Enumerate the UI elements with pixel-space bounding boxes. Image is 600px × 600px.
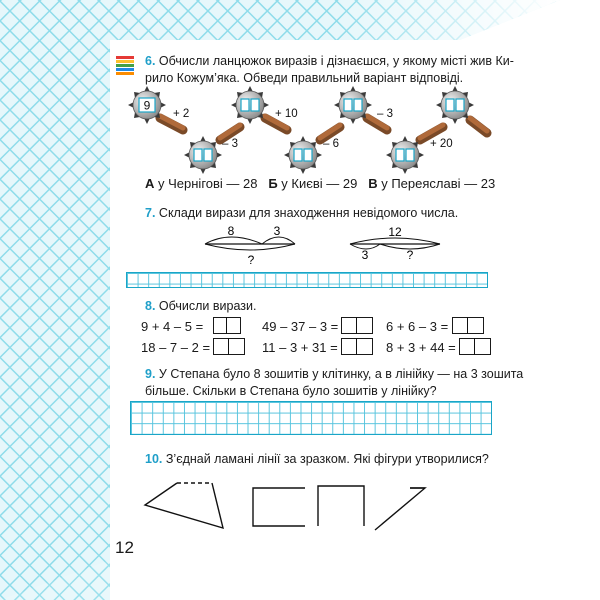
task6-line2: рило Кожум’яка. Обведи правильний варіант відповіді. (145, 71, 464, 85)
page-number: 12 (115, 538, 134, 557)
diagram2-label: ? (406, 248, 414, 262)
task6-answer-options (145, 175, 495, 192)
op-label: – 6 (323, 138, 339, 150)
broken-line-3[interactable] (318, 486, 364, 526)
diagram1-label: 3 (273, 224, 281, 238)
expression: 49 – 37 – 3 = (262, 319, 339, 334)
broken-line-sample (145, 483, 223, 528)
answer-grid-task7[interactable] (126, 272, 488, 288)
broken-line-4[interactable] (375, 488, 425, 530)
diagram2-label: 12 (388, 225, 402, 239)
task7-number: 7. (145, 206, 156, 220)
task8-instruction: Обчисли вирази. (158, 299, 257, 313)
broken-lines-figures[interactable] (135, 478, 495, 538)
task8-number: 8. (145, 299, 156, 313)
task9-line1: У Степана було 8 зошитів у клітинку, а в лінійку — на 3 зошита (158, 367, 524, 381)
diagram1-label: ? (247, 253, 255, 267)
diagram1-label: 8 (227, 224, 235, 238)
op-label: + 10 (275, 108, 298, 120)
op-label: – 3 (222, 138, 238, 150)
task7-instruction: Склади вирази для знаходження невідомого числа. (158, 206, 459, 220)
expression: 8 + 3 + 44 = (386, 340, 456, 355)
expression: 18 – 7 – 2 = (141, 340, 211, 355)
task6-text (145, 53, 565, 87)
task7-text (145, 205, 458, 222)
answer-option-c[interactable]: В у Переяславі — 23 (368, 176, 496, 191)
mace-chain-diagram (125, 85, 505, 180)
task10-number: 10. (145, 452, 163, 466)
answer-option-a[interactable]: А у Чернігові — 28 (145, 176, 258, 191)
diagram2-label: 3 (361, 248, 369, 262)
segment-diagram-2 (350, 225, 440, 262)
op-label: – 3 (377, 108, 393, 120)
start-value: 9 (143, 98, 151, 113)
task6-number: 6. (145, 54, 156, 68)
task10-text (145, 451, 489, 468)
expression: 9 + 4 – 5 = (141, 319, 204, 334)
task9-number: 9. (145, 367, 156, 381)
task6-line1: Обчисли ланцюжок виразів і дізнаєшся, у якому місті жив Ки- (158, 54, 514, 68)
answer-grid-task9[interactable] (130, 401, 492, 435)
expression: 6 + 6 – 3 = (386, 319, 449, 334)
task9-text (145, 366, 565, 400)
segment-diagrams (195, 222, 455, 267)
expression: 11 – 3 + 31 = (262, 340, 338, 355)
op-label: + 20 (430, 138, 453, 150)
task10-instruction: З’єднай ламані лінії за зразком. Які фігури утворилися? (165, 452, 489, 466)
op-label: + 2 (173, 108, 190, 120)
task9-line2: більше. Скільки в Степана було зошитів у лінійку? (145, 384, 437, 398)
answer-option-b[interactable]: Б у Києві — 29 (268, 176, 358, 191)
task8-text (145, 298, 256, 315)
segment-diagram-1 (205, 224, 295, 267)
pencils-icon (112, 50, 138, 82)
broken-line-2[interactable] (253, 488, 305, 526)
